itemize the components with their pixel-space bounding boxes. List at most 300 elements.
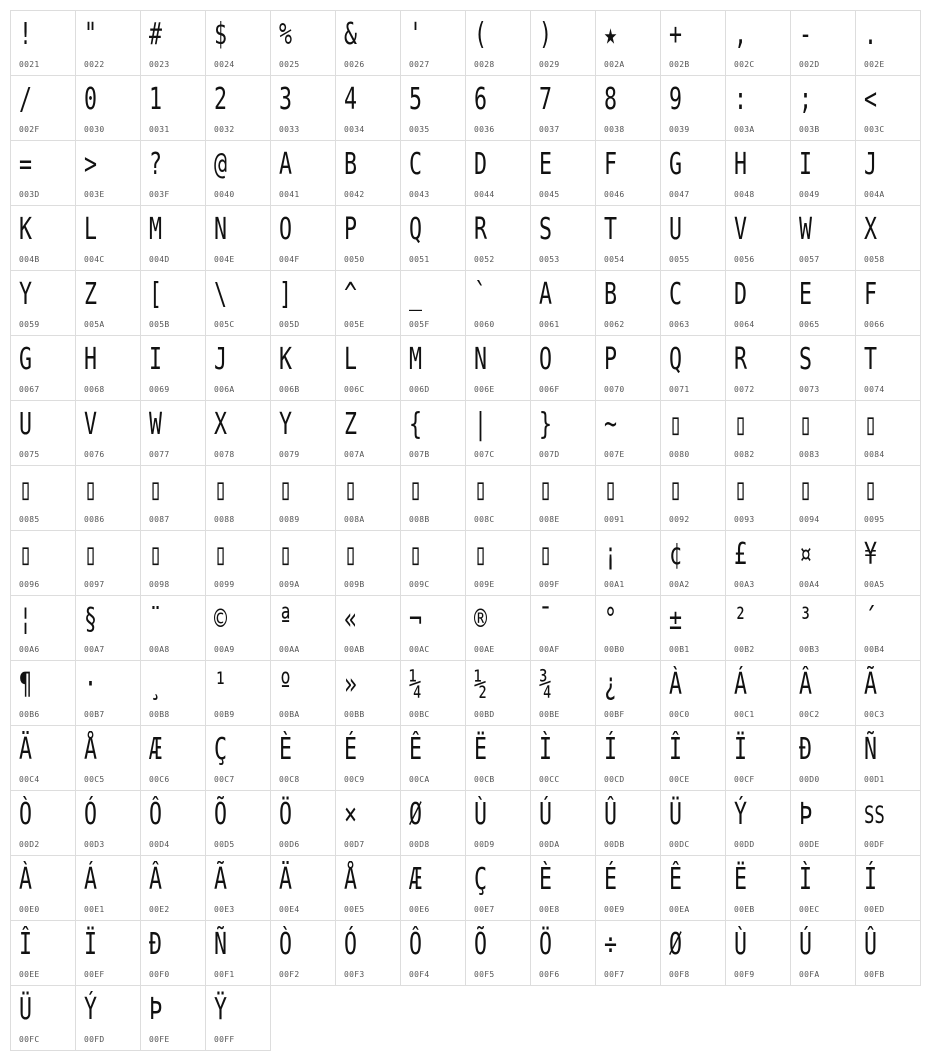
glyph-codepoint-label: 00CC [539, 775, 560, 784]
glyph-character: ▯ [539, 472, 553, 507]
glyph-character: \ [214, 277, 228, 312]
glyph-cell [531, 921, 596, 986]
glyph-codepoint-label: 0027 [409, 60, 430, 69]
glyph-character: ▯ [799, 407, 813, 442]
glyph-cell [271, 206, 336, 271]
glyph-codepoint-label: 007E [604, 450, 625, 459]
glyph-character: Ä [19, 732, 33, 767]
glyph-character: ▯ [84, 537, 98, 572]
glyph-codepoint-label: 0082 [734, 450, 755, 459]
glyph-cell [596, 206, 661, 271]
glyph-codepoint-label: 00C1 [734, 710, 755, 719]
glyph-character: Ï [84, 927, 98, 962]
glyph-cell [661, 76, 726, 141]
glyph-cell [271, 271, 336, 336]
glyph-codepoint-label: 00EF [84, 970, 105, 979]
glyph-cell [401, 271, 466, 336]
glyph-cell [76, 986, 141, 1051]
glyph-codepoint-label: 0028 [474, 60, 495, 69]
glyph-codepoint-label: 0055 [669, 255, 690, 264]
glyph-codepoint-label: 00EB [734, 905, 755, 914]
glyph-character: Ù [474, 797, 488, 832]
glyph-cell [401, 76, 466, 141]
glyph-codepoint-label: 0047 [669, 190, 690, 199]
glyph-character: [ [149, 277, 163, 312]
glyph-character: V [84, 407, 98, 442]
glyph-codepoint-label: 009F [539, 580, 560, 589]
glyph-character: K [19, 212, 33, 247]
glyph-character: 9 [669, 82, 683, 117]
glyph-character: 6 [474, 82, 488, 117]
glyph-codepoint-label: 0072 [734, 385, 755, 394]
glyph-character: . [864, 17, 878, 52]
glyph-cell [661, 791, 726, 856]
glyph-codepoint-label: 0095 [864, 515, 885, 524]
glyph-character: , [734, 17, 748, 52]
glyph-character: Ë [474, 732, 488, 767]
glyph-cell [336, 141, 401, 206]
glyph-cell [401, 921, 466, 986]
glyph-character: P [344, 212, 358, 247]
glyph-cell [141, 76, 206, 141]
glyph-character: Þ [149, 992, 163, 1027]
glyph-cell [726, 141, 791, 206]
glyph-cell [856, 466, 921, 531]
glyph-cell [11, 466, 76, 531]
glyph-character: % [279, 17, 293, 52]
glyph-character: Q [409, 212, 423, 247]
glyph-codepoint-label: 00A6 [19, 645, 40, 654]
glyph-cell [596, 401, 661, 466]
glyph-cell [206, 531, 271, 596]
glyph-cell [596, 726, 661, 791]
glyph-codepoint-label: 00F4 [409, 970, 430, 979]
glyph-character: _ [409, 277, 423, 312]
glyph-cell [856, 856, 921, 921]
glyph-cell [661, 401, 726, 466]
glyph-cell [141, 921, 206, 986]
glyph-codepoint-label: 006A [214, 385, 235, 394]
glyph-character: > [84, 147, 98, 182]
glyph-character: ¼ [409, 667, 423, 702]
glyph-codepoint-label: 0099 [214, 580, 235, 589]
glyph-character: C [409, 147, 423, 182]
glyph-character: L [84, 212, 98, 247]
glyph-character: H [84, 342, 98, 377]
glyph-codepoint-label: 0062 [604, 320, 625, 329]
glyph-character: ▯ [409, 537, 423, 572]
glyph-codepoint-label: 0097 [84, 580, 105, 589]
glyph-character: Ä [279, 862, 293, 897]
glyph-character: Z [84, 277, 98, 312]
glyph-cell [466, 726, 531, 791]
glyph-character: ▯ [539, 537, 553, 572]
glyph-codepoint-label: 00D5 [214, 840, 235, 849]
glyph-cell [11, 986, 76, 1051]
glyph-codepoint-label: 005C [214, 320, 235, 329]
glyph-character: Ó [84, 797, 98, 832]
glyph-cell [76, 336, 141, 401]
glyph-character: Ç [474, 862, 488, 897]
glyph-codepoint-label: 00D7 [344, 840, 365, 849]
glyph-codepoint-label: 006E [474, 385, 495, 394]
glyph-character: Þ [799, 797, 813, 832]
glyph-codepoint-label: 0053 [539, 255, 560, 264]
glyph-codepoint-label: 006C [344, 385, 365, 394]
glyph-character: Ã [864, 667, 878, 702]
glyph-character: ¶ [19, 667, 33, 702]
glyph-codepoint-label: 0022 [84, 60, 105, 69]
glyph-character: Ì [799, 862, 813, 897]
glyph-cell [76, 596, 141, 661]
glyph-codepoint-label: 003E [84, 190, 105, 199]
glyph-cell [531, 271, 596, 336]
glyph-character: £ [734, 537, 748, 572]
glyph-codepoint-label: 0038 [604, 125, 625, 134]
glyph-character: È [279, 732, 293, 767]
glyph-character: Ð [799, 732, 813, 767]
glyph-character: ¦ [19, 602, 33, 637]
glyph-character: Î [19, 927, 33, 962]
glyph-codepoint-label: 0048 [734, 190, 755, 199]
glyph-character: Ò [279, 927, 293, 962]
glyph-codepoint-label: 00E8 [539, 905, 560, 914]
glyph-cell [401, 856, 466, 921]
glyph-cell [791, 531, 856, 596]
glyph-character: ´ [864, 602, 878, 637]
glyph-cell [401, 791, 466, 856]
glyph-cell [271, 141, 336, 206]
glyph-character: ▯ [409, 472, 423, 507]
glyph-cell [11, 271, 76, 336]
glyph-codepoint-label: 009E [474, 580, 495, 589]
glyph-cell [271, 76, 336, 141]
glyph-codepoint-label: 009B [344, 580, 365, 589]
glyph-cell [271, 921, 336, 986]
glyph-character: U [669, 212, 683, 247]
glyph-codepoint-label: 0025 [279, 60, 300, 69]
glyph-character: ³ [799, 602, 813, 637]
glyph-cell [466, 271, 531, 336]
glyph-codepoint-label: 0040 [214, 190, 235, 199]
glyph-codepoint-label: 002A [604, 60, 625, 69]
glyph-codepoint-label: 0078 [214, 450, 235, 459]
glyph-codepoint-label: 00B1 [669, 645, 690, 654]
glyph-codepoint-label: 0043 [409, 190, 430, 199]
glyph-cell [661, 206, 726, 271]
glyph-cell [661, 596, 726, 661]
glyph-codepoint-label: 0077 [149, 450, 170, 459]
glyph-codepoint-label: 00F5 [474, 970, 495, 979]
glyph-codepoint-label: 0074 [864, 385, 885, 394]
glyph-character: Å [84, 732, 98, 767]
glyph-character: © [214, 602, 228, 637]
glyph-codepoint-label: 00E1 [84, 905, 105, 914]
glyph-cell [531, 856, 596, 921]
glyph-cell [726, 856, 791, 921]
glyph-character: ( [474, 17, 488, 52]
glyph-character: 7 [539, 82, 553, 117]
glyph-character: ² [734, 602, 748, 637]
glyph-codepoint-label: 00BE [539, 710, 560, 719]
glyph-character: ▯ [344, 472, 358, 507]
glyph-codepoint-label: 0026 [344, 60, 365, 69]
glyph-character: Î [669, 732, 683, 767]
glyph-character: R [734, 342, 748, 377]
glyph-character: Ô [409, 927, 423, 962]
glyph-character: V [734, 212, 748, 247]
glyph-cell [661, 141, 726, 206]
glyph-character: G [19, 342, 33, 377]
glyph-cell [726, 466, 791, 531]
glyph-character: Á [84, 862, 98, 897]
glyph-cell [336, 206, 401, 271]
glyph-codepoint-label: 00D8 [409, 840, 430, 849]
glyph-character: ° [604, 602, 618, 637]
glyph-codepoint-label: 0045 [539, 190, 560, 199]
glyph-character: Ú [539, 797, 553, 832]
glyph-codepoint-label: 00A1 [604, 580, 625, 589]
glyph-codepoint-label: 00C2 [799, 710, 820, 719]
glyph-cell [856, 336, 921, 401]
glyph-character: G [669, 147, 683, 182]
glyph-codepoint-label: 0051 [409, 255, 430, 264]
glyph-cell [856, 76, 921, 141]
glyph-cell [596, 76, 661, 141]
glyph-codepoint-label: 00B9 [214, 710, 235, 719]
glyph-character: K [279, 342, 293, 377]
glyph-cell [466, 791, 531, 856]
glyph-cell [466, 206, 531, 271]
glyph-cell [856, 11, 921, 76]
glyph-codepoint-label: 006D [409, 385, 430, 394]
glyph-character: P [604, 342, 618, 377]
glyph-codepoint-label: 007D [539, 450, 560, 459]
glyph-codepoint-label: 00F2 [279, 970, 300, 979]
glyph-codepoint-label: 00FF [214, 1035, 235, 1044]
glyph-character: ▯ [149, 472, 163, 507]
glyph-character: 2 [214, 82, 228, 117]
glyph-cell [791, 466, 856, 531]
glyph-character: B [604, 277, 618, 312]
glyph-character: Â [799, 667, 813, 702]
glyph-codepoint-label: 0052 [474, 255, 495, 264]
glyph-codepoint-label: 0073 [799, 385, 820, 394]
glyph-cell [596, 11, 661, 76]
glyph-character: Ñ [864, 732, 878, 767]
glyph-cell [206, 11, 271, 76]
glyph-cell [791, 76, 856, 141]
glyph-codepoint-label: 0056 [734, 255, 755, 264]
glyph-character: Ÿ [214, 992, 228, 1027]
glyph-character: Ô [149, 797, 163, 832]
glyph-cell [856, 206, 921, 271]
glyph-character: T [604, 212, 618, 247]
glyph-codepoint-label: 004C [84, 255, 105, 264]
glyph-character: Y [19, 277, 33, 312]
glyph-codepoint-label: 00F8 [669, 970, 690, 979]
glyph-codepoint-label: 00CE [669, 775, 690, 784]
glyph-codepoint-label: 00AA [279, 645, 300, 654]
glyph-cell [791, 791, 856, 856]
glyph-character: ▯ [864, 407, 878, 442]
glyph-character: A [539, 277, 553, 312]
glyph-codepoint-label: 00EA [669, 905, 690, 914]
glyph-cell [531, 466, 596, 531]
glyph-cell [466, 401, 531, 466]
glyph-codepoint-label: 0037 [539, 125, 560, 134]
glyph-cell [401, 141, 466, 206]
glyph-character: W [149, 407, 163, 442]
glyph-character: ¾ [539, 667, 553, 702]
glyph-cell [141, 271, 206, 336]
glyph-cell [336, 401, 401, 466]
glyph-cell [856, 271, 921, 336]
glyph-codepoint-label: 00D0 [799, 775, 820, 784]
glyph-cell [141, 11, 206, 76]
glyph-codepoint-label: 0054 [604, 255, 625, 264]
glyph-codepoint-label: 0023 [149, 60, 170, 69]
glyph-codepoint-label: 0076 [84, 450, 105, 459]
glyph-cell [401, 661, 466, 726]
glyph-character: ± [669, 602, 683, 637]
glyph-character: H [734, 147, 748, 182]
glyph-character: ½ [474, 667, 488, 702]
glyph-character: E [539, 147, 553, 182]
glyph-codepoint-label: 00A3 [734, 580, 755, 589]
glyph-cell [76, 531, 141, 596]
glyph-character: 0 [84, 82, 98, 117]
glyph-character: M [149, 212, 163, 247]
glyph-character: ® [474, 602, 488, 637]
glyph-codepoint-label: 004D [149, 255, 170, 264]
glyph-cell [206, 466, 271, 531]
glyph-codepoint-label: 00CF [734, 775, 755, 784]
glyph-character: ▯ [474, 537, 488, 572]
glyph-codepoint-label: 00C0 [669, 710, 690, 719]
glyph-character: § [84, 602, 98, 637]
glyph-cell [726, 401, 791, 466]
glyph-codepoint-label: 00DA [539, 840, 560, 849]
glyph-cell [141, 986, 206, 1051]
glyph-cell [271, 531, 336, 596]
glyph-cell [206, 726, 271, 791]
glyph-codepoint-label: 002D [799, 60, 820, 69]
glyph-cell [466, 531, 531, 596]
glyph-character: ★ [604, 17, 618, 52]
glyph-cell [856, 791, 921, 856]
glyph-cell [661, 921, 726, 986]
glyph-cell [11, 401, 76, 466]
glyph-cell [401, 726, 466, 791]
glyph-cell [206, 401, 271, 466]
glyph-character: ▯ [19, 537, 33, 572]
glyph-codepoint-label: 00E4 [279, 905, 300, 914]
glyph-cell [531, 206, 596, 271]
glyph-cell [336, 661, 401, 726]
glyph-cell [856, 921, 921, 986]
glyph-codepoint-label: 0041 [279, 190, 300, 199]
glyph-character: ▯ [84, 472, 98, 507]
glyph-character: Ã [214, 862, 228, 897]
glyph-codepoint-label: 002B [669, 60, 690, 69]
glyph-codepoint-label: 0096 [19, 580, 40, 589]
glyph-cell [76, 466, 141, 531]
glyph-cell [531, 531, 596, 596]
glyph-codepoint-label: 0030 [84, 125, 105, 134]
glyph-cell [271, 791, 336, 856]
glyph-character: Ù [734, 927, 748, 962]
glyph-grid [10, 10, 921, 1051]
glyph-cell [206, 336, 271, 401]
glyph-cell [11, 141, 76, 206]
glyph-character: ¨ [149, 602, 163, 637]
glyph-cell [726, 206, 791, 271]
glyph-codepoint-label: 006F [539, 385, 560, 394]
glyph-cell [76, 206, 141, 271]
glyph-character: 3 [279, 82, 293, 117]
glyph-codepoint-label: 007C [474, 450, 495, 459]
glyph-cell [141, 466, 206, 531]
glyph-codepoint-label: 0092 [669, 515, 690, 524]
glyph-cell [726, 531, 791, 596]
glyph-cell [726, 921, 791, 986]
glyph-cell [661, 336, 726, 401]
glyph-cell [596, 791, 661, 856]
glyph-codepoint-label: 00EC [799, 905, 820, 914]
glyph-cell [401, 466, 466, 531]
glyph-cell [661, 11, 726, 76]
glyph-character: X [864, 212, 878, 247]
glyph-codepoint-label: 0044 [474, 190, 495, 199]
glyph-character: À [669, 667, 683, 702]
glyph-cell [661, 271, 726, 336]
glyph-character: Ò [19, 797, 33, 832]
glyph-cell [336, 791, 401, 856]
glyph-cell [466, 661, 531, 726]
glyph-codepoint-label: 0060 [474, 320, 495, 329]
glyph-character: @ [214, 147, 228, 182]
glyph-character: S [799, 342, 813, 377]
glyph-codepoint-label: 0066 [864, 320, 885, 329]
glyph-character: × [344, 797, 358, 832]
glyph-codepoint-label: 0068 [84, 385, 105, 394]
glyph-character: M [409, 342, 423, 377]
glyph-character: 8 [604, 82, 618, 117]
glyph-character: Û [864, 927, 878, 962]
glyph-codepoint-label: 00BA [279, 710, 300, 719]
glyph-codepoint-label: 008C [474, 515, 495, 524]
glyph-cell [791, 141, 856, 206]
glyph-codepoint-label: 0094 [799, 515, 820, 524]
glyph-character: N [474, 342, 488, 377]
glyph-codepoint-label: 0057 [799, 255, 820, 264]
glyph-codepoint-label: 00A5 [864, 580, 885, 589]
glyph-codepoint-label: 002E [864, 60, 885, 69]
glyph-cell [726, 791, 791, 856]
glyph-codepoint-label: 003C [864, 125, 885, 134]
glyph-character: Û [604, 797, 618, 832]
glyph-cell [791, 206, 856, 271]
glyph-codepoint-label: 00D3 [84, 840, 105, 849]
glyph-cell [271, 466, 336, 531]
glyph-character: Õ [474, 927, 488, 962]
glyph-character: J [214, 342, 228, 377]
glyph-codepoint-label: 00A4 [799, 580, 820, 589]
glyph-character: É [344, 732, 358, 767]
glyph-cell [271, 596, 336, 661]
glyph-cell [726, 661, 791, 726]
